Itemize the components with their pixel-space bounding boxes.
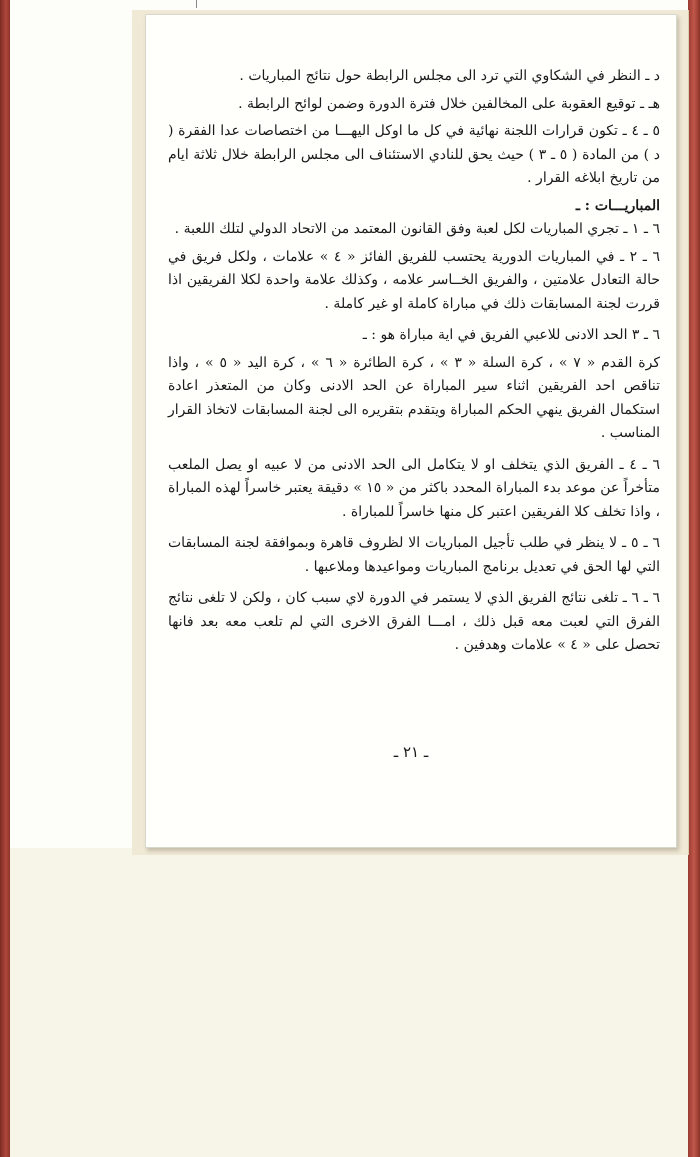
paragraph-6-4: ٦ ـ ٤ ـ الفريق الذي يتخلف او لا يتكامل الى الحد الادنى من لا عبيه او يصل الملعب متأخراً عن موعد بدء المباراة المحدد باكثر من « ١٥ » دقيقة يعتبر خاسراً لهذه المباراة ، واذا تخلف كلا الفريقين اعتبر كل منها خاسراً للمباراة .	[168, 456, 660, 520]
paragraph-6-5: ٦ ـ ٥ ـ لا ينظر في طلب تأجيل المباريات الا لظروف قاهرة وبموافقة لجنة المسابقات التي لها الحق في تعديل برنامج المباريات ومواعيدها وملاعبها .	[168, 535, 660, 575]
book-binding-right	[688, 0, 700, 1157]
paragraph-6-3-detail: كرة القدم « ٧ » ، كرة السلة « ٣ » ، كرة الطائرة « ٦ » ، كرة اليد « ٥ » ، واذا تناقص احد الفريقين اثناء سير المباراة عن الحد الادنى وكان من المتعذر اعادة استكمال الفريق ينهي الحكم المباراة ويتقدم بتقريره الى لجنة المسابقات لاتخاذ القرار المناسب .	[168, 354, 660, 441]
top-edge-mark	[196, 0, 197, 8]
section-heading-matches: المباريـــات : ـ	[575, 197, 660, 214]
paragraph-h: هـ ـ توقيع العقوبة على المخالفين خلال فترة الدورة وضمن لوائح الرابطة .	[238, 95, 660, 112]
paragraph-d: د ـ النظر في الشكاوي التي ترد الى مجلس الرابطة حول نتائج المباريات .	[239, 68, 660, 84]
paragraph-6-6: ٦ ـ ٦ ـ تلغى نتائج الفريق الذي لا يستمر في الدورة لاي سبب كان ، ولكن لا تلغى نتائج الفرق التي لعبت معه قبل ذلك ، امـــا الفرق الاخرى التي لم تلعب معه بعد فانها تحصل على « ٤ » علامات وهدفين .	[168, 590, 660, 653]
document-page	[145, 14, 677, 848]
scan-background	[10, 848, 688, 1157]
paragraph-6-3: ٦ ـ ٣ الحد الادنى للاعبي الفريق في اية مباراة هو : ـ	[362, 327, 660, 343]
book-binding-left	[0, 0, 10, 1157]
paragraph-6-1: ٦ ـ ١ ـ تجري المباريات لكل لعبة وفق القانون المعتمد من الاتحاد الدولي لتلك اللعبة .	[174, 221, 660, 237]
paragraph-6-2: ٦ ـ ٢ ـ في المباريات الدورية يحتسب للفريق الفائز « ٤ » علامات ، ولكل فريق في حالة التعادل علامتين ، والفريق الخــاسر علامه ، وكذلك علامة واحدة لكلا الفريقين اذا قررت لجنة المسابقات ذلك في مباراة كاملة او غير كاملة .	[168, 248, 660, 312]
paragraph-5-4: ٥ ـ ٤ ـ تكون قرارات اللجنة نهائية في كل ما اوكل اليهـــا من اختصاصات عدا الفقرة ( د ) من المادة ( ٥ ـ ٣ ) حيث يحق للنادي الاستئناف الى مجلس الرابطة خلال ثلاثة ايام من تاريخ ابلاغه القرار .	[168, 123, 661, 186]
page-body	[168, 65, 660, 662]
page-number: ـ ٢١ ـ	[393, 743, 429, 761]
